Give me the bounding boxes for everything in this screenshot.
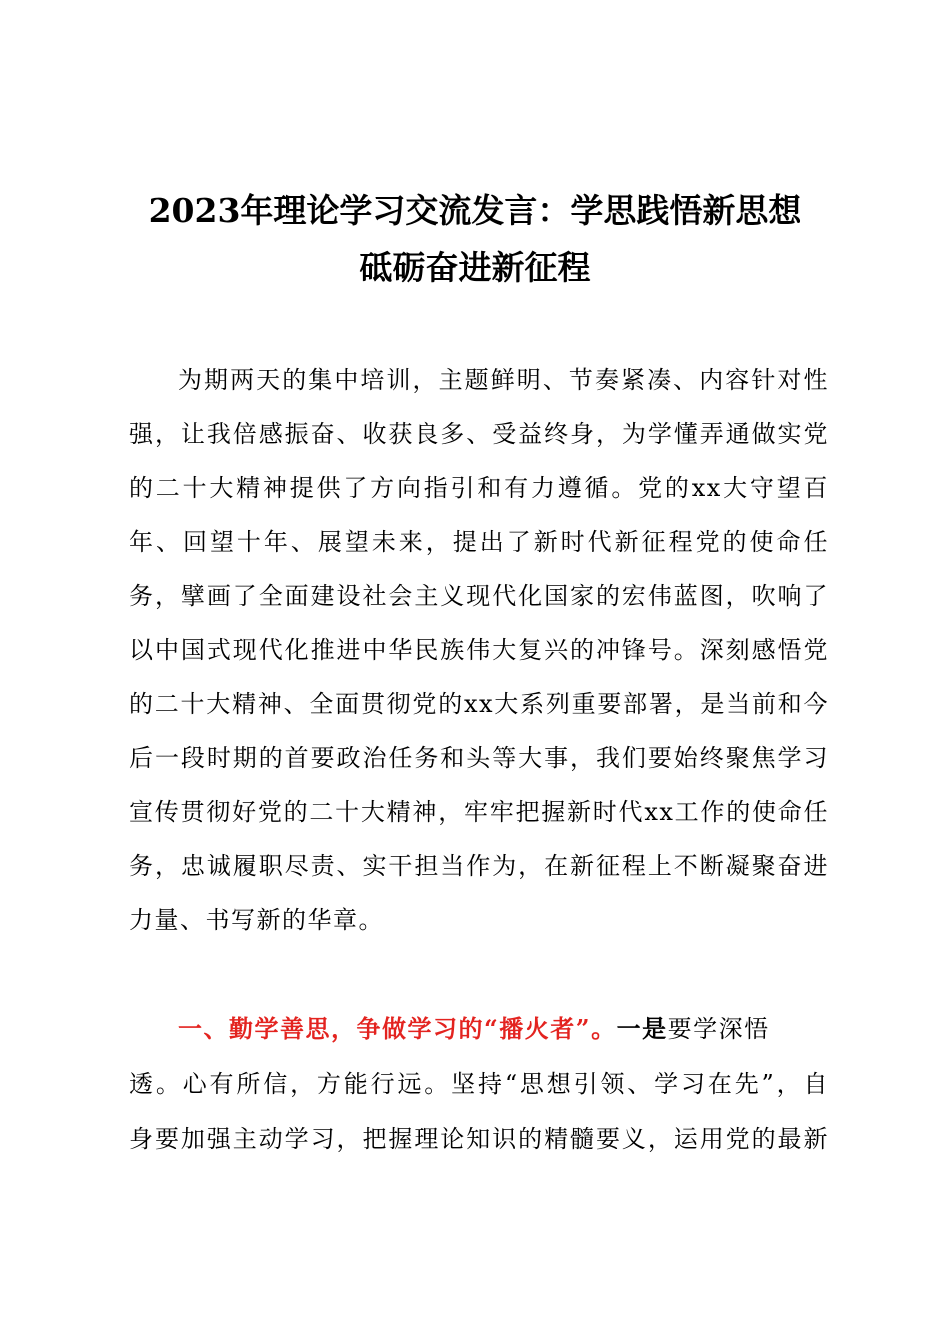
document-title-line-1: 2023年理论学习交流发言：学思践悟新思想	[148, 191, 802, 230]
paragraph-line: 以中国式现代化推进中华民族伟大复兴的冲锋号。深刻感悟党	[129, 636, 829, 664]
paragraph-line: 身要加强主动学习，把握理论知识的精髓要义，运用党的最新	[129, 1125, 829, 1153]
paragraph-line: 为期两天的集中培训，主题鲜明、节奏紧凑、内容针对性	[178, 366, 829, 394]
section-heading-line	[178, 1014, 829, 1044]
paragraph-line: 务，忠诚履职尽责、实干担当作为，在新征程上不断凝聚奋进	[129, 852, 829, 880]
paragraph-line: 宣传贯彻好党的二十大精神，牢牢把握新时代xx工作的使命任	[129, 798, 829, 826]
paragraph-line: 透。心有所信，方能行远。坚持“思想引领、学习在先”，自	[129, 1070, 829, 1098]
document-title-line-2: 砥砺奋进新征程	[359, 248, 591, 287]
section-text: 要学深悟	[667, 1015, 770, 1043]
paragraph-line: 后一段时期的首要政治任务和头等大事，我们要始终聚焦学习	[129, 744, 829, 772]
paragraph-line: 务，擘画了全面建设社会主义现代化国家的宏伟蓝图，吹响了	[129, 582, 829, 610]
lead-marker: 一是	[616, 1014, 668, 1043]
paragraph-line: 的二十大精神提供了方向指引和有力遵循。党的xx大守望百	[129, 474, 829, 502]
section-heading: 一、勤学善思，争做学习的“播火者”。	[178, 1014, 617, 1043]
paragraph-line: 强，让我倍感振奋、收获良多、受益终身，为学懂弄通做实党	[129, 420, 829, 448]
paragraph-line: 年、回望十年、展望未来，提出了新时代新征程党的使命任	[129, 528, 829, 556]
paragraph-line: 的二十大精神、全面贯彻党的xx大系列重要部署，是当前和今	[129, 690, 829, 718]
paragraph-line: 力量、书写新的华章。	[129, 906, 384, 934]
